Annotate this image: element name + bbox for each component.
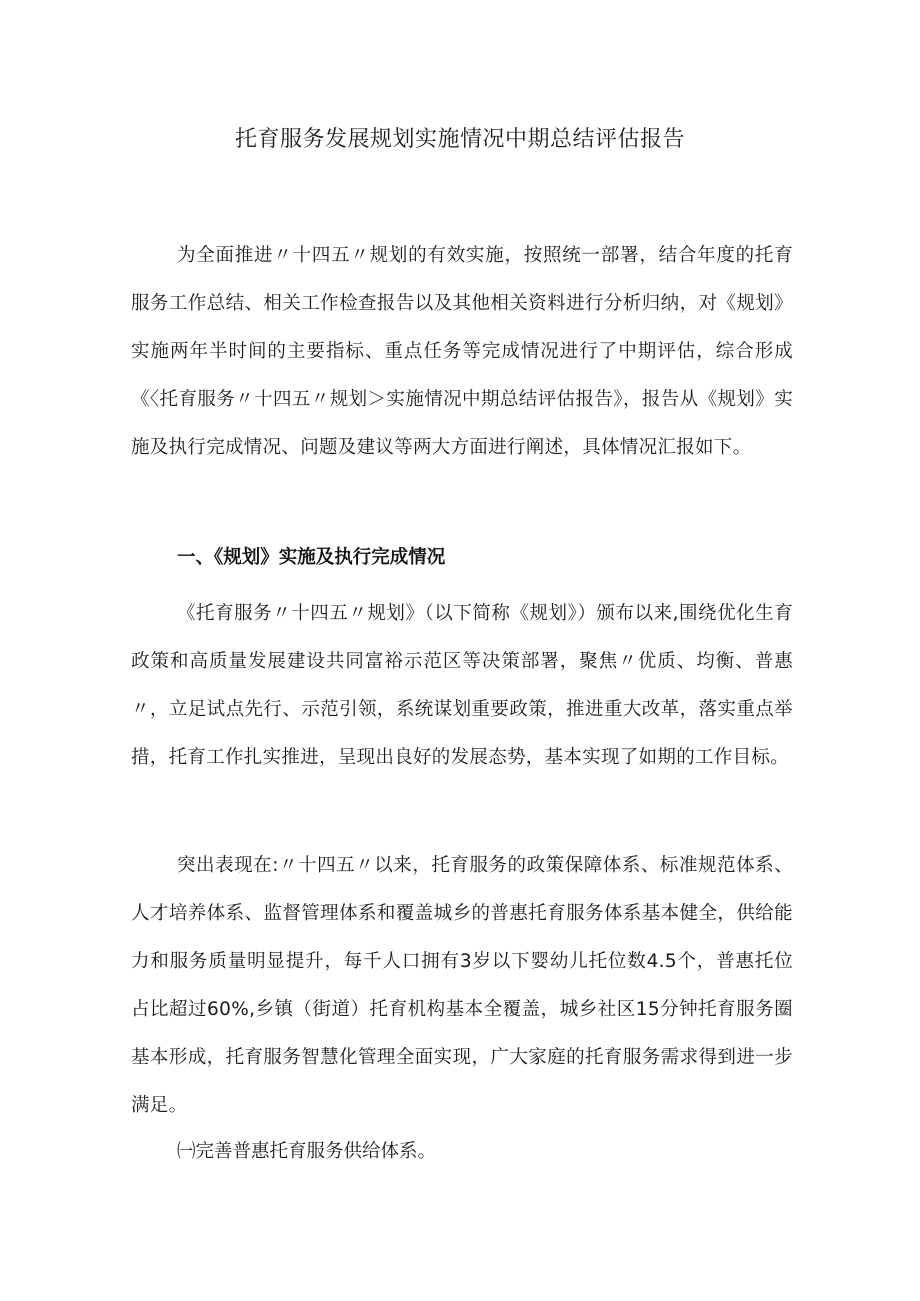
subsection-heading: ㈠完善普惠托育服务供给体系。 [177,1141,437,1162]
section-paragraph-2: 突出表现在:〃十四五〃以来，托育服务的政策保障体系、标准规范体系、人才培养体系、监督管理体系和覆盖城乡的普惠托育服务体系基本健全，供给能力和服务质量明显提升，每千人口拥有3岁以下婴幼儿托位数4.5个，普惠托位占比超过60%,乡镇（街道）托育机构基本全覆盖，城乡社区15分钟托育服务圈基本形成，托育服务智慧化管理全面实现，广大家庭的托育服务需求得到进一步满足。 [131,855,793,1116]
intro-paragraph: 为全面推进〃十四五〃规划的有效实施，按照统一部署，结合年度的托育服务工作总结、相关工作检查报告以及其他相关资料进行分析归纳，对《规划》实施两年半时间的主要指标、重点任务等完成情况进行了中期评估，综合形成《〈托育服务〃十四五〃规划＞实施情况中期总结评估报告》，报告从《规划》实施及执行完成情况、问题及建议等两大方面进行阐述，具体情况汇报如下。 [131,245,793,458]
section-heading: 一、《规划》实施及执行完成情况 [177,547,446,568]
section-paragraph-1: 《托育服务〃十四五〃规划》（以下简称《规划》）颁布以来,围绕优化生育政策和高质量发展建设共同富裕示范区等决策部署，聚焦〃优质、均衡、普惠〃，立足试点先行、示范引领，系统谋划重要政策，推进重大改革，落实重点举措，托育工作扎实推进，呈现出良好的发展态势，基本实现了如期的工作目标。 [131,603,793,768]
document-title: 托育服务发展规划实施情况中期总结评估报告 [234,127,685,152]
